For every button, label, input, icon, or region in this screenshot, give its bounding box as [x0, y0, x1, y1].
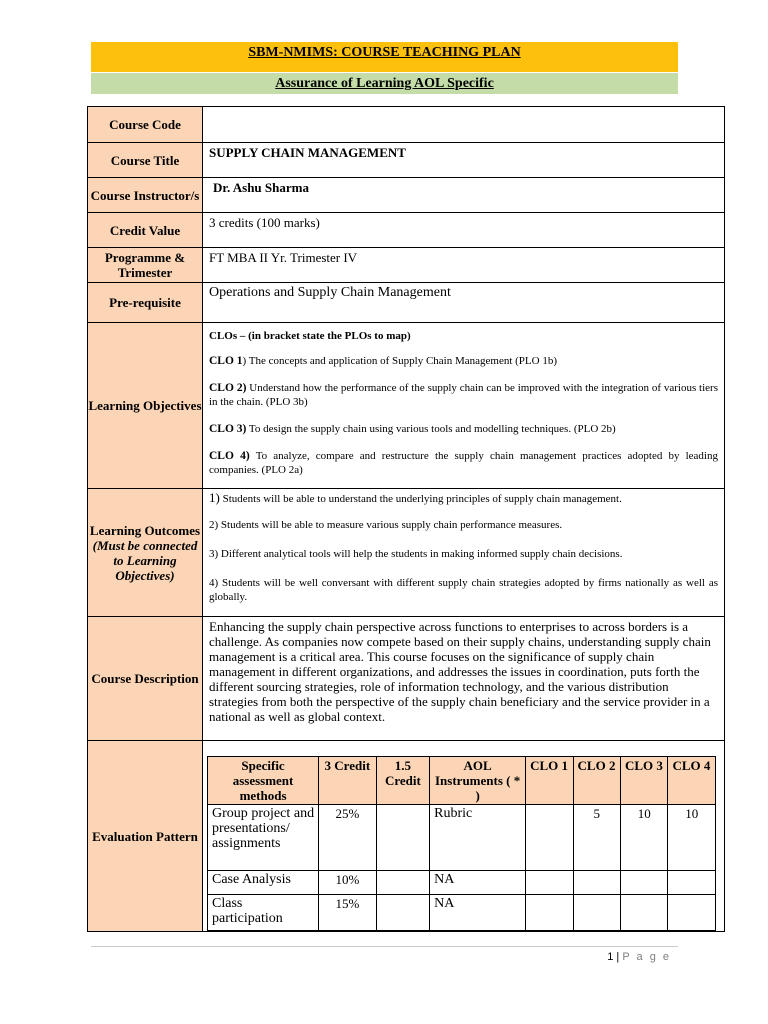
- programme-value: FT MBA II Yr. Trimester IV: [203, 248, 725, 283]
- clo-item: CLO 4) To analyze, compare and restructure the supply chain management practices adopted by leading companies. (PLO 2a): [209, 450, 718, 476]
- eval-cell: 5: [573, 805, 620, 871]
- eval-cell: Group project and presentations/ assignments: [208, 805, 319, 871]
- eval-cell: Rubric: [430, 805, 526, 871]
- row-course-code: [88, 107, 725, 143]
- evaluation-table: [207, 756, 716, 931]
- eval-header: CLO 4: [668, 757, 716, 805]
- eval-cell: [526, 895, 573, 931]
- eval-cell: NA: [430, 895, 526, 931]
- eval-header: CLO 1: [526, 757, 573, 805]
- eval-cell: [668, 895, 716, 931]
- course-title-label: Course Title: [88, 143, 203, 178]
- outcome-item: 4) Students will be well conversant with different supply chain strategies adopted by firms nationally as well as globally.: [209, 577, 718, 603]
- eval-cell: 10: [621, 805, 668, 871]
- eval-cell: [621, 895, 668, 931]
- row-instructor: [88, 178, 725, 213]
- course-title-value: SUPPLY CHAIN MANAGEMENT: [203, 143, 725, 178]
- outcome-item: 2) Students will be able to measure various supply chain performance measures.: [209, 519, 563, 531]
- credit-value: 3 credits (100 marks): [203, 213, 725, 248]
- table-row: [208, 805, 716, 871]
- course-code-value: [203, 107, 725, 143]
- page-number: 1: [607, 951, 614, 963]
- instructor-label: Course Instructor/s: [88, 178, 203, 213]
- table-row: [208, 895, 716, 931]
- clo-heading: CLOs – (in bracket state the PLOs to map): [209, 330, 411, 342]
- eval-header: AOL Instruments ( * ): [430, 757, 526, 805]
- evaluation-label: Evaluation Pattern: [88, 741, 203, 932]
- eval-cell: 15%: [319, 895, 377, 931]
- eval-cell: [376, 895, 430, 931]
- course-code-label: Course Code: [88, 107, 203, 143]
- eval-cell: [573, 871, 620, 895]
- outcome-item: 1) Students will be able to understand the underlying principles of supply chain management.: [209, 490, 622, 505]
- instructor-value: Dr. Ashu Sharma: [203, 178, 725, 213]
- row-learning-outcomes: [88, 489, 725, 617]
- eval-cell: [526, 805, 573, 871]
- clo-item: CLO 1) The concepts and application of Supply Chain Management (PLO 1b): [209, 355, 557, 367]
- clo-item: CLO 2) Understand how the performance of the supply chain can be improved with the integration of various tiers in the chain. (PLO 3b): [209, 382, 718, 408]
- evaluation-content: [203, 741, 725, 932]
- course-description-label: Course Description: [88, 617, 203, 741]
- eval-cell: 25%: [319, 805, 377, 871]
- row-prereq: [88, 283, 725, 323]
- programme-label: Programme & Trimester: [88, 248, 203, 283]
- eval-cell: [526, 871, 573, 895]
- table-row: [208, 871, 716, 895]
- eval-cell: Class participation: [208, 895, 319, 931]
- eval-header: CLO 3: [621, 757, 668, 805]
- eval-cell: [573, 895, 620, 931]
- eval-cell: [376, 805, 430, 871]
- learning-outcomes-content: [203, 489, 725, 617]
- page-subtitle: Assurance of Learning AOL Specific: [91, 73, 678, 94]
- prereq-value: Operations and Supply Chain Management: [203, 283, 725, 323]
- eval-header: 3 Credit: [319, 757, 377, 805]
- page-title: SBM-NMIMS: COURSE TEACHING PLAN: [91, 42, 678, 72]
- learning-objectives-content: [203, 323, 725, 489]
- page-footer: [607, 951, 671, 963]
- learning-objectives-label: Learning Objectives: [88, 323, 203, 489]
- prereq-label: Pre-requisite: [88, 283, 203, 323]
- eval-cell: NA: [430, 871, 526, 895]
- eval-header: 1.5 Credit: [376, 757, 430, 805]
- evaluation-header-row: [208, 757, 716, 805]
- eval-cell: [621, 871, 668, 895]
- footer-separator: |: [616, 951, 620, 963]
- eval-header: Specific assessment methods: [208, 757, 319, 805]
- eval-cell: 10%: [319, 871, 377, 895]
- eval-header: CLO 2: [573, 757, 620, 805]
- row-learning-objectives: [88, 323, 725, 489]
- eval-cell: [376, 871, 430, 895]
- credit-label: Credit Value: [88, 213, 203, 248]
- footer-divider: [91, 946, 678, 947]
- eval-cell: 10: [668, 805, 716, 871]
- course-description-text: Enhancing the supply chain perspective across functions to enterprises to across borders is a challenge. As companies now compete based on their supply chains, understanding supply chain management is a critical area. This course focuses on the significance of supply chain management in different organizations, and addresses the issues in coordination, puts forth the different sourcing strategies, role of information technology, and the various distribution strategies from both the perspective of the supply chain beneficiary and the service provider in a national as well as global context.: [203, 617, 725, 741]
- row-course-description: [88, 617, 725, 741]
- row-programme: [88, 248, 725, 283]
- outcome-item: 3) Different analytical tools will help the students in making informed supply chain decisions.: [209, 548, 623, 560]
- clo-item: CLO 3) To design the supply chain using various tools and modelling techniques. (PLO 2b): [209, 423, 616, 435]
- row-evaluation: [88, 741, 725, 932]
- row-course-title: [88, 143, 725, 178]
- page-label: P a g e: [622, 951, 671, 963]
- eval-cell: Case Analysis: [208, 871, 319, 895]
- row-credit: [88, 213, 725, 248]
- course-plan-table: [87, 106, 725, 932]
- learning-outcomes-label: Learning Outcomes (Must be connected to Learning Objectives): [88, 489, 203, 617]
- eval-cell: [668, 871, 716, 895]
